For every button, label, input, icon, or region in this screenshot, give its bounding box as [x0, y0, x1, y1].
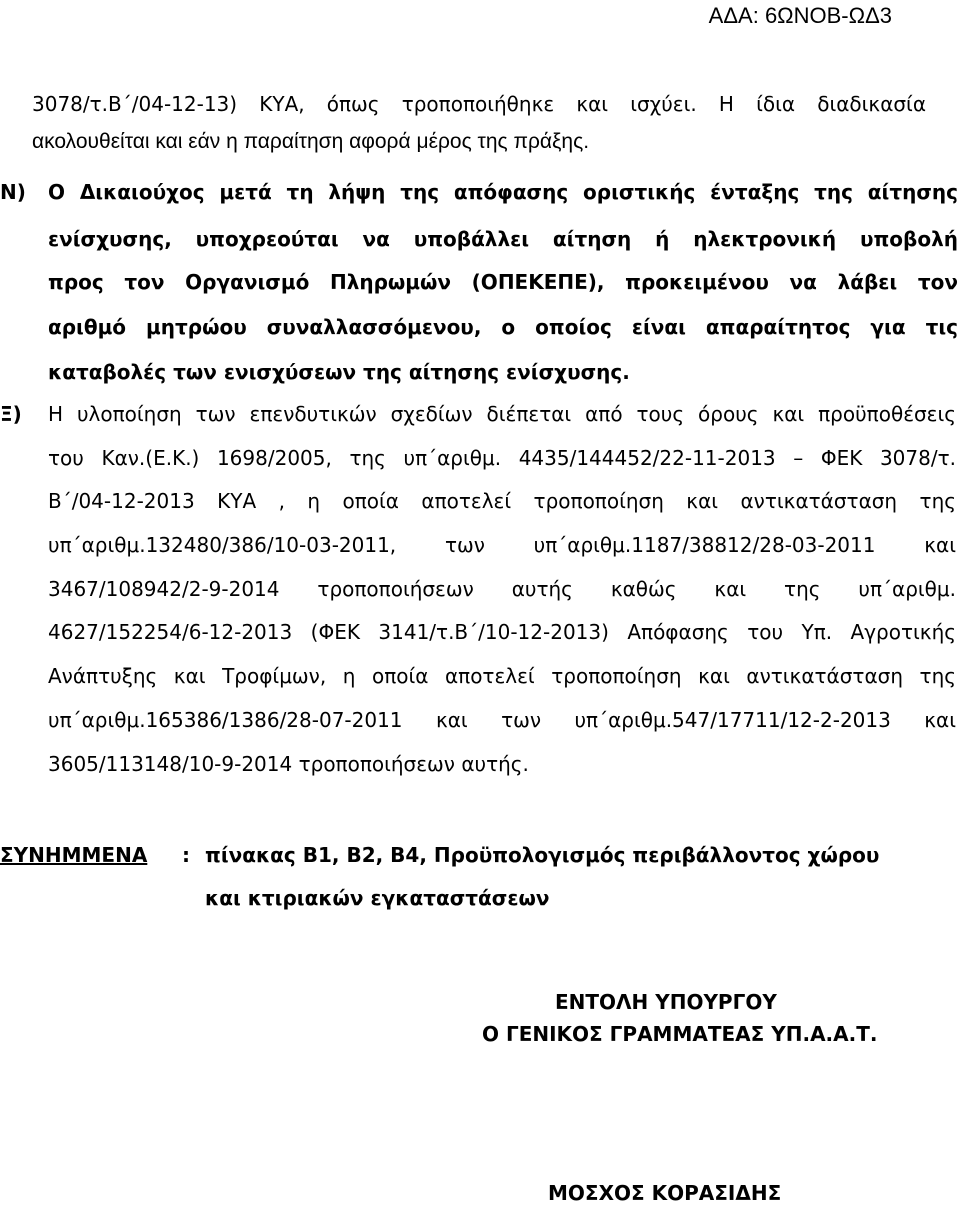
item-n-line-5: καταβολές των ενισχύσεων της αίτησης ενίσχυσης.: [48, 360, 630, 384]
item-ksi-line-8: υπ΄αριθμ.165386/1386/28-07-2011 και των υπ΄αριθμ.547/17711/12-2-2013 και: [48, 708, 956, 732]
continuation-line-1: 3078/τ.Β΄/04-12-13) ΚΥΑ, όπως τροποποιήθηκε και ισχύει. Η ίδια διαδικασία: [32, 92, 926, 116]
signature-name: ΜΟΣΧΟΣ ΚΟΡΑΣΙΔΗΣ: [548, 1181, 782, 1205]
continuation-line-2: ακολουθείται και εάν η παραίτηση αφορά μέρος της πράξης.: [32, 130, 590, 153]
item-ksi-line-6: 4627/152254/6-12-2013 (ΦΕΚ 3141/τ.Β΄/10-12-2013) Απόφασης του Υπ. Αγροτικής: [48, 620, 956, 644]
item-ksi-line-3: Β΄/04-12-2013 ΚΥΑ , η οποία αποτελεί τροποποίηση και αντικατάσταση της: [48, 489, 956, 513]
item-ksi-line-5: 3467/108942/2-9-2014 τροποποιήσεων αυτής καθώς και της υπ΄αριθμ.: [48, 577, 956, 601]
item-n-line-4: αριθμό μητρώου συναλλασσόμενου, ο οποίος είναι απαραίτητος για τις: [48, 315, 958, 339]
signature-line-1: ΕΝΤΟΛΗ ΥΠΟΥΡΓΟΥ: [555, 990, 777, 1014]
item-ksi-line-9: 3605/113148/10-9-2014 τροποποιήσεων αυτής.: [48, 752, 529, 776]
signature-line-2: Ο ΓΕΝΙΚΟΣ ΓΡΑΜΜΑΤΕΑΣ ΥΠ.Α.Α.Τ.: [482, 1022, 878, 1046]
ada-code: ΑΔΑ: 6ΩΝΟΒ-ΩΔ3: [708, 3, 892, 28]
item-ksi-line-1: Η υλοποίηση των επενδυτικών σχεδίων διέπεται από τους όρους και προϋποθέσεις: [48, 402, 956, 426]
attachments-line-1: πίνακας Β1, Β2, Β4, Προϋπολογισμός περιβάλλοντος χώρου: [205, 843, 880, 867]
item-n-marker: Ν): [0, 180, 26, 204]
item-ksi-line-2: του Καν.(Ε.Κ.) 1698/2005, της υπ΄αριθμ. 4435/144452/22-11-2013 – ΦΕΚ 3078/τ.: [48, 446, 956, 470]
item-ksi-marker: Ξ): [0, 402, 22, 426]
attachments-line-2: και κτιριακών εγκαταστάσεων: [205, 886, 550, 910]
attachments-separator: :: [182, 843, 190, 867]
item-n-line-1: Ο Δικαιούχος μετά τη λήψη της απόφασης οριστικής ένταξης της αίτησης: [48, 180, 958, 204]
item-n-line-3: προς τον Οργανισμό Πληρωμών (ΟΠΕΚΕΠΕ), προκειμένου να λάβει τον: [48, 270, 958, 294]
item-ksi-line-4: υπ΄αριθμ.132480/386/10-03-2011, των υπ΄αριθμ.1187/38812/28-03-2011 και: [48, 533, 956, 557]
item-ksi-line-7: Ανάπτυξης και Τροφίμων, η οποία αποτελεί τροποποίηση και αντικατάσταση της: [48, 664, 956, 688]
item-n-line-2: ενίσχυσης, υποχρεούται να υποβάλλει αίτηση ή ηλεκτρονική υποβολή: [48, 227, 958, 251]
attachments-label: ΣΥΝΗΜΜΕΝΑ: [0, 843, 148, 867]
